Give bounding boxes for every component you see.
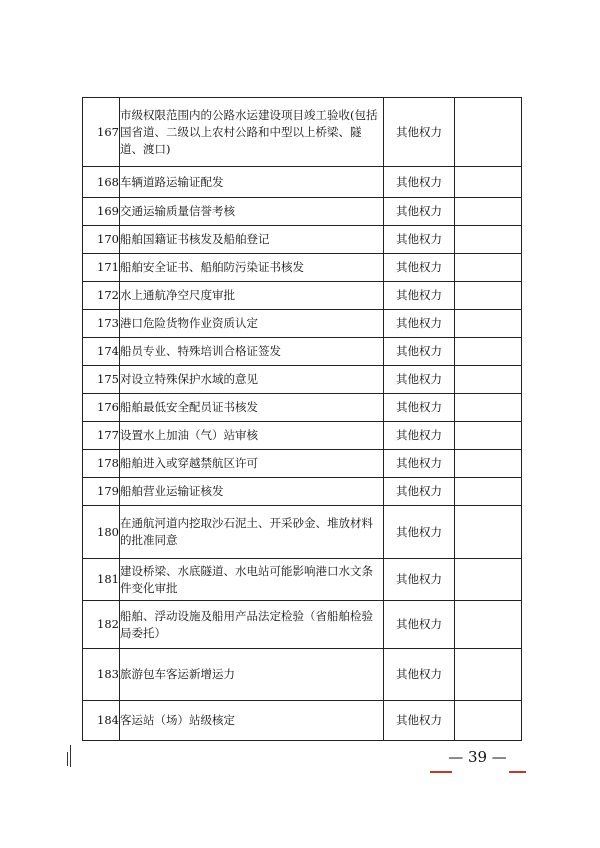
row-item-name: 设置水上加油（气）站审核 (120, 422, 384, 450)
row-number: 176 (83, 394, 120, 422)
row-item-name: 船舶、浮动设施及船用产品法定检验（省船舶检验局委托） (120, 601, 384, 649)
row-number: 180 (83, 506, 120, 559)
row-item-name: 交通运输质量信誉考核 (120, 198, 384, 226)
row-item-name: 水上通航净空尺度审批 (120, 282, 384, 310)
row-number: 182 (83, 601, 120, 649)
row-number: 171 (83, 254, 120, 282)
row-number: 179 (83, 478, 120, 506)
table-row (83, 310, 522, 338)
row-item-name: 建设桥梁、水底隧道、水电站可能影响港口水文条件变化审批 (120, 559, 384, 601)
row-item-name: 港口危险货物作业资质认定 (120, 310, 384, 338)
power-list-table (82, 97, 522, 741)
row-remark (455, 198, 522, 226)
row-item-name: 对设立特殊保护水域的意见 (120, 366, 384, 394)
row-item-name: 客运站（场）站级核定 (120, 701, 384, 741)
row-item-name: 船员专业、特殊培训合格证签发 (120, 338, 384, 366)
table-row (83, 254, 522, 282)
row-number: 170 (83, 226, 120, 254)
row-remark (455, 506, 522, 559)
row-category: 其他权力 (384, 701, 455, 741)
table-row (83, 450, 522, 478)
row-remark (455, 167, 522, 198)
row-item-name: 船舶安全证书、船舶防污染证书核发 (120, 254, 384, 282)
table-row (83, 338, 522, 366)
row-category: 其他权力 (384, 559, 455, 601)
row-number: 168 (83, 167, 120, 198)
row-number: 174 (83, 338, 120, 366)
table-row (83, 601, 522, 649)
row-number: 175 (83, 366, 120, 394)
row-category: 其他权力 (384, 478, 455, 506)
row-item-name: 船舶进入或穿越禁航区许可 (120, 450, 384, 478)
row-number: 178 (83, 450, 120, 478)
row-remark (455, 254, 522, 282)
page-number: — 39 — (448, 748, 507, 766)
table-row (83, 167, 522, 198)
row-category: 其他权力 (384, 198, 455, 226)
page-number-underline-right (509, 771, 526, 773)
row-category: 其他权力 (384, 601, 455, 649)
row-category: 其他权力 (384, 422, 455, 450)
binding-line-bottom (67, 752, 68, 766)
row-item-name: 船舶最低安全配员证书核发 (120, 394, 384, 422)
row-remark (455, 559, 522, 601)
table-row (83, 701, 522, 741)
table-row (83, 366, 522, 394)
page-number-underline-left (430, 771, 452, 773)
row-number: 173 (83, 310, 120, 338)
row-number: 184 (83, 701, 120, 741)
row-item-name: 旅游包车客运新增运力 (120, 649, 384, 701)
row-remark (455, 282, 522, 310)
row-category: 其他权力 (384, 506, 455, 559)
row-category: 其他权力 (384, 226, 455, 254)
table-row (83, 198, 522, 226)
row-item-name: 在通航河道内挖取沙石泥土、开采砂金、堆放材料的批准同意 (120, 506, 384, 559)
row-remark (455, 422, 522, 450)
table-row (83, 478, 522, 506)
row-number: 167 (83, 98, 120, 167)
row-item-name: 车辆道路运输证配发 (120, 167, 384, 198)
row-remark (455, 601, 522, 649)
row-number: 177 (83, 422, 120, 450)
table-row (83, 506, 522, 559)
row-remark (455, 478, 522, 506)
row-number: 169 (83, 198, 120, 226)
row-category: 其他权力 (384, 254, 455, 282)
row-remark (455, 98, 522, 167)
table-row (83, 559, 522, 601)
row-category: 其他权力 (384, 167, 455, 198)
table-body (83, 98, 522, 741)
row-category: 其他权力 (384, 649, 455, 701)
row-category: 其他权力 (384, 338, 455, 366)
row-remark (455, 366, 522, 394)
table-row (83, 98, 522, 167)
table-row (83, 226, 522, 254)
row-category: 其他权力 (384, 98, 455, 167)
row-remark (455, 450, 522, 478)
row-number: 183 (83, 649, 120, 701)
row-number: 181 (83, 559, 120, 601)
row-category: 其他权力 (384, 310, 455, 338)
table-row (83, 422, 522, 450)
row-number: 172 (83, 282, 120, 310)
row-category: 其他权力 (384, 282, 455, 310)
table-row (83, 394, 522, 422)
table-row (83, 649, 522, 701)
row-remark (455, 394, 522, 422)
row-item-name: 船舶国籍证书核发及船舶登记 (120, 226, 384, 254)
row-remark (455, 310, 522, 338)
row-remark (455, 701, 522, 741)
row-remark (455, 649, 522, 701)
row-remark (455, 226, 522, 254)
row-category: 其他权力 (384, 394, 455, 422)
table-row (83, 282, 522, 310)
row-category: 其他权力 (384, 366, 455, 394)
row-item-name: 市级权限范围内的公路水运建设项目竣工验收(包括国省道、二级以上农村公路和中型以上桥梁、隧道、渡口) (120, 98, 384, 167)
binding-line-top (70, 745, 71, 767)
row-item-name: 船舶营业运输证核发 (120, 478, 384, 506)
row-category: 其他权力 (384, 450, 455, 478)
row-remark (455, 338, 522, 366)
